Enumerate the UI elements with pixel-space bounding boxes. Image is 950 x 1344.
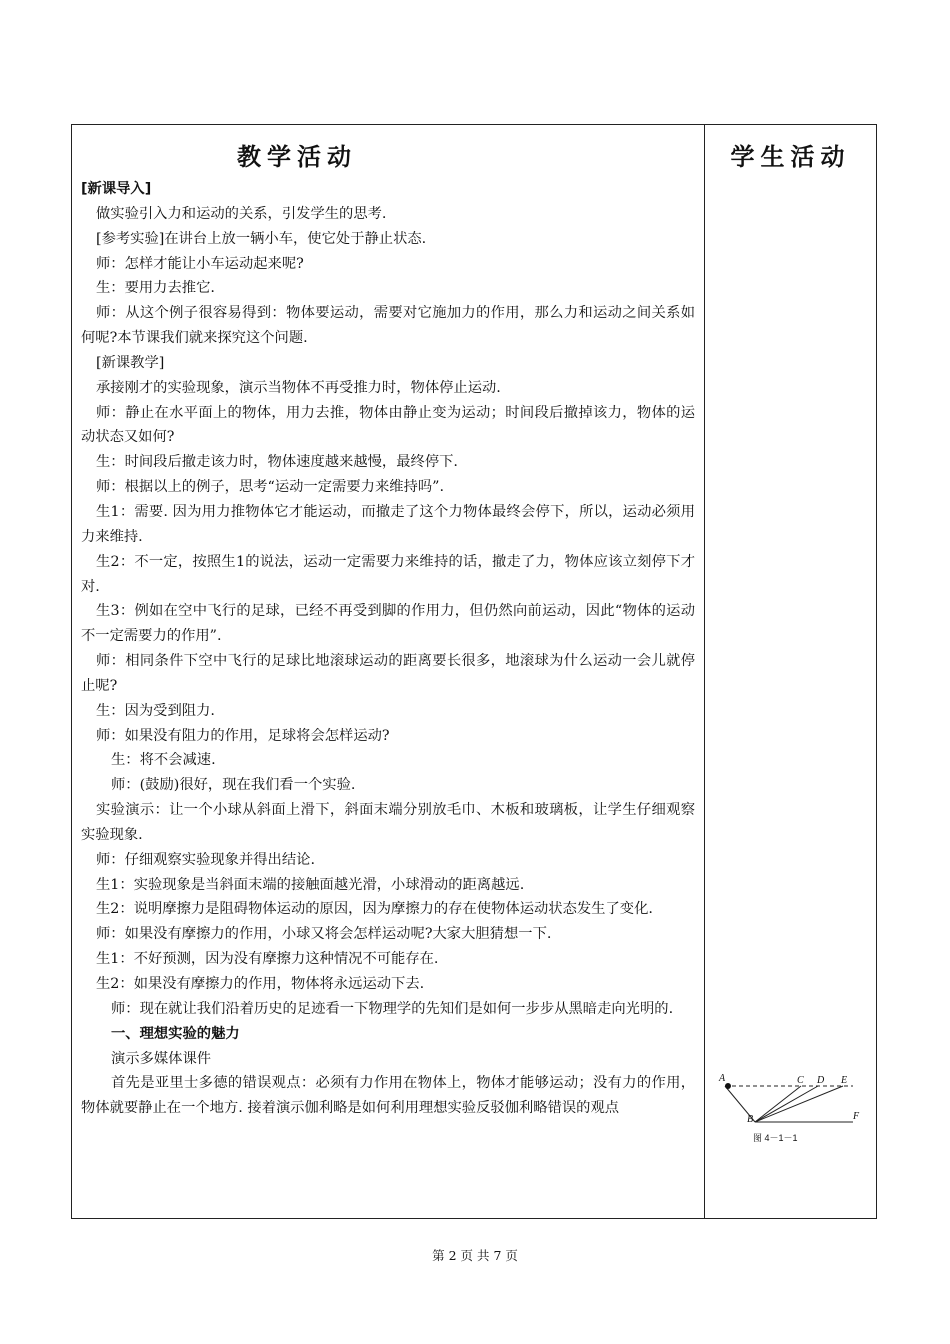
line: 师：如果没有阻力的作用，足球将会怎样运动? (96, 727, 390, 744)
line: 师：根据以上的例子，思考“运动一定需要力来维持吗”. (96, 479, 444, 496)
section-intro: [新课导入] (81, 181, 152, 197)
line: 生1：实验现象是当斜面末端的接触面越光滑，小球滑动的距离越远. (96, 876, 525, 893)
label-e: E (841, 1075, 848, 1086)
line: 师：静止在水平面上的物体，用力去推，物体由静止变为运动；时间段后撤掉该力，物体的运动状态又如何? (81, 404, 695, 446)
line: [新课教学] (96, 354, 165, 371)
line: 生1：不好预测，因为没有摩擦力这种情况不可能存在. (96, 951, 439, 968)
page-footer: 第 2 页 共 7 页 (432, 1248, 518, 1263)
teaching-content (81, 177, 695, 1121)
line: 生2：如果没有摩擦力的作用，物体将永远运动下去. (96, 976, 425, 992)
incline-diagram (713, 1069, 865, 1149)
teaching-activity-column (72, 125, 704, 1218)
line: 生2：不一定，按照生1的说法，运动一定需要力来维持的话，撤走了力，物体应该立刻停下才对. (81, 553, 695, 595)
figure-caption: 图 4－1－1 (753, 1133, 798, 1143)
label-a: A (719, 1073, 726, 1084)
label-f: F (853, 1111, 860, 1122)
line: 生：时间段后撤走该力时，物体速度越来越慢，最终停下. (96, 454, 458, 471)
line: 演示多媒体课件 (111, 1050, 212, 1067)
line: 师：如果没有摩擦力的作用，小球又将会怎样运动呢?大家大胆猜想一下. (96, 926, 552, 943)
line: 承接刚才的实验现象，演示当物体不再受推力时，物体停止运动. (96, 379, 501, 396)
line: 师：现在就让我们沿着历史的足迹看一下物理学的先知们是如何一步步从黑暗走向光明的. (111, 1000, 674, 1017)
teaching-activity-header: 教学活动 (237, 143, 357, 171)
line: 实验演示：让一个小球从斜面上滑下，斜面末端分别放毛巾、木板和玻璃板，让学生仔细观察实验现象. (81, 802, 695, 843)
line: 生：要用力去推它. (96, 280, 215, 297)
label-b: B (747, 1114, 754, 1125)
student-activity-header: 学生活动 (730, 143, 851, 171)
line: 生1：需要. 因为用力推物体它才能运动，而撤走了这个力物体最终会停下，所以，运动必须用力来维持. (81, 503, 695, 545)
line: 师：从这个例子很容易得到：物体要运动，需要对它施加力的作用，那么力和运动之间关系如何呢?本节课我们就来探究这个问题. (81, 305, 695, 347)
student-activity-column (705, 125, 876, 1218)
line: 生3：例如在空中飞行的足球，已经不再受到脚的作用力，但仍然向前运动，因此“物体的运动不一定需要力的作用”. (81, 603, 695, 645)
label-d: D (817, 1075, 825, 1086)
line: 师：相同条件下空中飞行的足球比地滚球运动的距离要长很多，地滚球为什么运动一会儿就停止呢? (81, 653, 695, 694)
lesson-table (71, 124, 877, 1219)
slope-c (755, 1086, 801, 1122)
label-c: C (797, 1075, 804, 1086)
line: 生2：说明摩擦力是阻碍物体运动的原因，因为摩擦力的存在使物体运动状态发生了变化. (96, 901, 653, 918)
line: 生：将不会减速. (111, 752, 216, 769)
ball (725, 1083, 731, 1089)
line: 师：怎样才能让小车运动起来呢? (96, 255, 304, 272)
section-heading: 一、理想实验的魅力 (111, 1025, 240, 1042)
line: 首先是亚里士多德的错误观点：必须有力作用在物体上，物体才能够运动；没有力的作用，物体就要静止在一个地方. 接着演示伽利略是如何利用理想实验反驳伽利略错误的观点 (81, 1075, 695, 1117)
line: 生：因为受到阻力. (96, 702, 215, 719)
slope-e (755, 1086, 843, 1122)
slope-d (755, 1086, 818, 1122)
line: [参考实验]在讲台上放一辆小车，使它处于静止状态. (96, 230, 427, 247)
line: 师：(鼓励)很好，现在我们看一个实验. (111, 777, 356, 794)
line: 师：仔细观察实验现象并得出结论. (96, 851, 315, 868)
line: 做实验引入力和运动的关系，引发学生的思考. (96, 205, 387, 222)
